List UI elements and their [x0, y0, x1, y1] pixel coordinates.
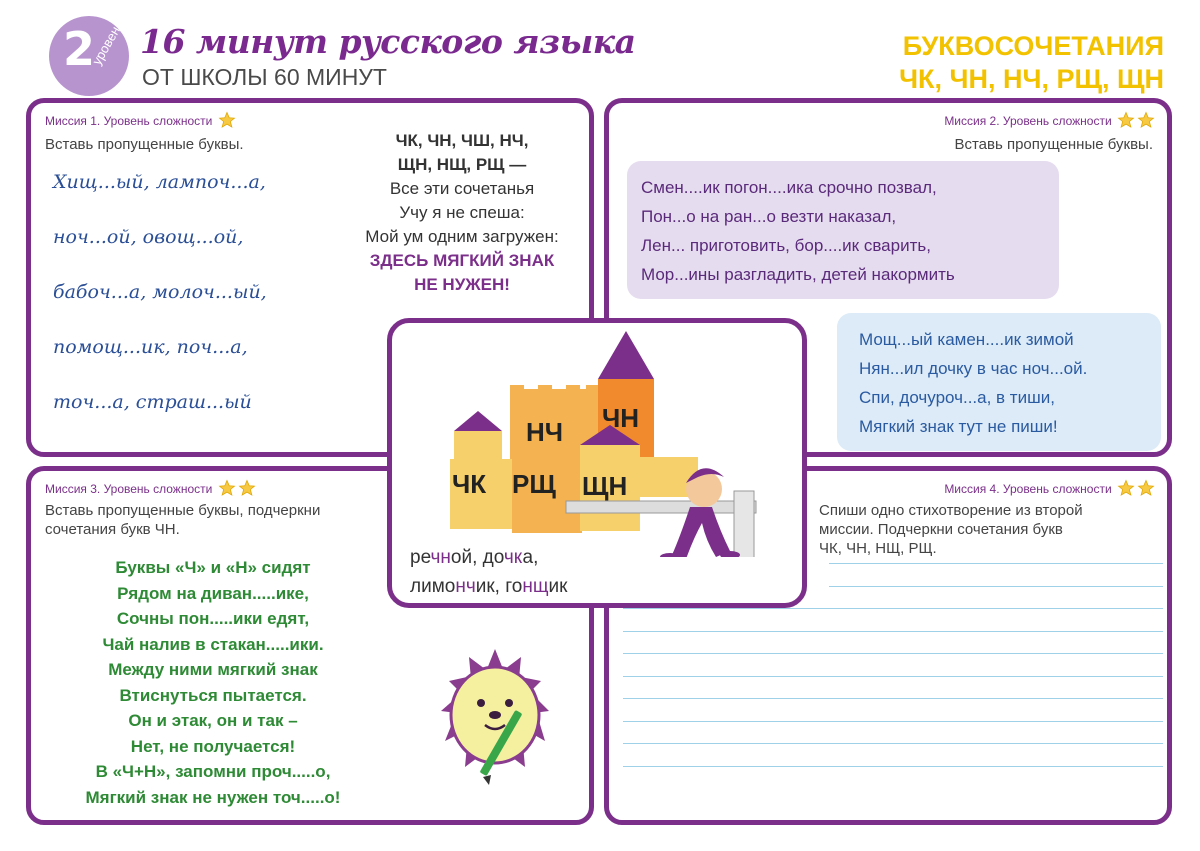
center-castle-panel	[387, 318, 807, 608]
castle-illustration	[440, 327, 780, 557]
writing-line[interactable]	[623, 698, 1163, 699]
writing-line[interactable]	[829, 586, 1163, 587]
mission-2-heading	[944, 111, 1155, 129]
poem-line: Спи, дочуроч...а, в тиши,	[859, 388, 1055, 407]
task-line: Вставь пропущенные буквы, подчеркни	[45, 502, 321, 519]
topic-line-1: БУКВОСОЧЕТАНИЯ	[902, 31, 1164, 61]
writing-line[interactable]	[623, 608, 1163, 609]
mission-3-task	[45, 501, 320, 539]
topic-heading	[899, 30, 1164, 96]
mission-1-task: Вставь пропущенные буквы.	[45, 136, 244, 153]
poem-line: Чай налив в стакан.....ики.	[102, 634, 324, 654]
writing-line[interactable]	[623, 631, 1163, 632]
word-row: точ...а, страш...ый	[53, 391, 252, 413]
mission-3-poem	[43, 555, 383, 810]
level-number: 2	[63, 22, 96, 76]
star-icon	[238, 479, 256, 497]
level-word: уровень	[89, 17, 127, 68]
castle-label: РЩ	[512, 469, 556, 499]
mission-1-heading	[45, 111, 236, 129]
star-icon	[1137, 111, 1155, 129]
rule-line: Учу я не спеша:	[399, 203, 525, 222]
star-icon	[1117, 479, 1135, 497]
word-row: Хищ...ый, лампоч...а,	[53, 171, 266, 193]
hedgehog-illustration	[435, 647, 555, 787]
poem-line: Между ними мягкий знак	[108, 660, 318, 679]
mission-1-words	[53, 171, 267, 446]
poem-line: Втиснуться пытается.	[119, 685, 307, 705]
poem-box-blue	[837, 313, 1161, 451]
example-line-1: речной, дочка,	[410, 547, 539, 568]
poem-line: Лен... приготовить, бор....ик сварить,	[641, 236, 931, 255]
task-line: ЧК, ЧН, НЩ, РЩ.	[819, 540, 937, 557]
poem-line: Буквы «Ч» и «Н» сидят	[115, 558, 311, 577]
writing-line[interactable]	[829, 563, 1163, 564]
mission-3-heading-text: Миссия 3. Уровень сложности	[45, 482, 213, 496]
page-title: 16 минут русского языка	[140, 22, 636, 61]
star-icon	[218, 111, 236, 129]
example-line-2: лимончик, гонщик	[410, 576, 568, 597]
poem-box-purple	[627, 161, 1059, 299]
castle-label: ЧН	[602, 403, 640, 433]
poem-line: Сочны пон.....ики едят,	[116, 609, 310, 628]
mission-2-heading-text: Миссия 2. Уровень сложности	[944, 114, 1112, 128]
rule-highlight: НЕ НУЖЕН!	[414, 275, 510, 294]
level-badge	[49, 16, 129, 96]
poem-line: Мягкий знак не нужен точ.....о!	[85, 787, 341, 807]
castle-label: ЩН	[582, 471, 628, 501]
example-words	[410, 543, 567, 601]
rule-line: ЩН, НЩ, РЩ —	[397, 155, 527, 174]
rule-line: Мой ум одним загружен:	[365, 227, 559, 246]
poem-line: Нян...ил дочку в час ноч...ой.	[859, 359, 1088, 378]
poem-line: Он и этак, он и так –	[128, 711, 298, 730]
writing-line[interactable]	[623, 766, 1163, 767]
mission-3-heading	[45, 479, 256, 497]
rule-line: ЧК, ЧН, ЧШ, НЧ,	[395, 131, 529, 150]
poem-line: В «Ч+Н», запомни проч.....о,	[95, 762, 331, 781]
page-subtitle: ОТ ШКОЛЫ 60 МИНУТ	[142, 64, 387, 90]
poem-line: Нет, не получается!	[130, 736, 296, 756]
mission-2-task: Вставь пропущенные буквы.	[954, 136, 1153, 153]
rule-highlight: ЗДЕСЬ МЯГКИЙ ЗНАК	[369, 251, 555, 270]
task-line: сочетания букв ЧН.	[45, 521, 180, 538]
writing-line[interactable]	[623, 676, 1163, 677]
poem-line: Смен....ик погон....ика срочно позвал,	[641, 178, 937, 197]
star-icon	[218, 479, 236, 497]
poem-line: Мощ...ый камен....ик зимой	[859, 330, 1074, 349]
writing-line[interactable]	[623, 721, 1163, 722]
task-line: миссии. Подчеркни сочетания букв	[819, 521, 1063, 538]
star-icon	[1137, 479, 1155, 497]
castle-label: ЧК	[452, 469, 487, 499]
mission-1-heading-text: Миссия 1. Уровень сложности	[45, 114, 213, 128]
castle-label: НЧ	[526, 417, 564, 447]
rule-poem	[327, 129, 597, 297]
word-row: бабоч...а, молоч...ый,	[53, 281, 267, 303]
task-line: Спиши одно стихотворение из второй	[819, 502, 1083, 519]
mission-4-heading-text: Миссия 4. Уровень сложности	[944, 482, 1112, 496]
writing-line[interactable]	[623, 743, 1163, 744]
poem-line: Мягкий знак тут не пиши!	[859, 417, 1058, 436]
rule-line: Все эти сочетанья	[389, 179, 535, 198]
poem-line: Рядом на диван.....ике,	[117, 583, 309, 603]
mission-4-heading	[944, 479, 1155, 497]
poem-line: Мор...ины разгладить, детей накормить	[641, 265, 955, 284]
star-icon	[1117, 111, 1135, 129]
poem-line: Пон...о на ран...о везти наказал,	[641, 207, 897, 226]
mission-4-task	[819, 501, 1083, 558]
word-row: ноч...ой, овощ...ой,	[53, 226, 244, 248]
writing-line[interactable]	[623, 653, 1163, 654]
topic-line-2: ЧК, ЧН, НЧ, РЩ, ЩН	[899, 64, 1164, 94]
word-row: помощ...ик, поч...а,	[53, 336, 248, 358]
